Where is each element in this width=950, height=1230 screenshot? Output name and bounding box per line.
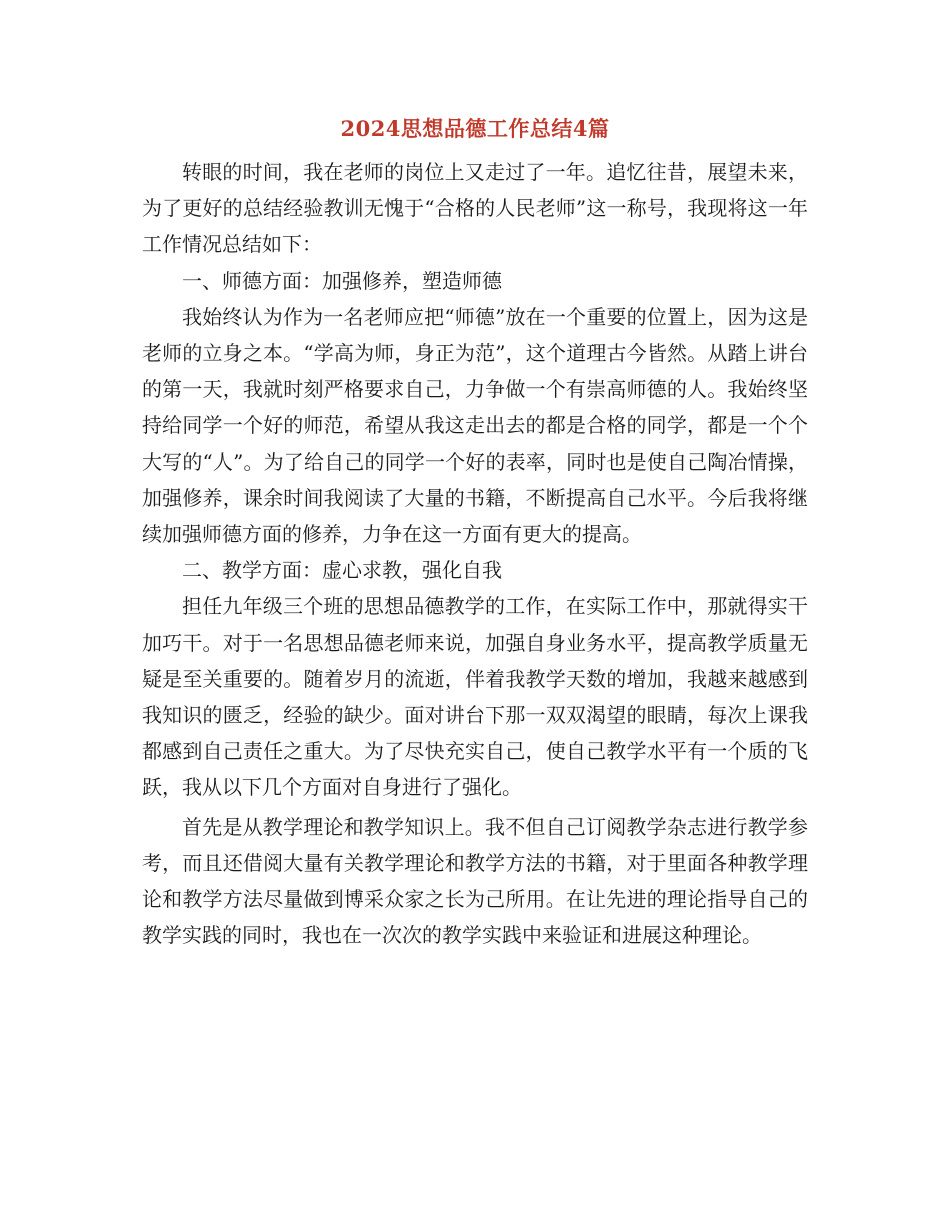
section-heading-ethics: 一、师德方面：加强修养，塑造师德 — [182, 268, 502, 293]
intro-paragraph: 转眼的时间，我在老师的岗位上又走过了一年。追忆往昔，展望未来，为了更好的总结经验教训无愧于“合格的人民老师”这一称号，我现将这一年工作情况总结如下： — [142, 160, 808, 257]
ethics-paragraph: 我始终认为作为一名老师应把“师德”放在一个重要的位置上，因为这是老师的立身之本。“学高为师，身正为范”，这个道理古今皆然。从踏上讲台的第一天，我就时刻严格要求自己，力争做一个有崇高师德的人。我始终坚持给同学一个好的师范，希望从我这走出去的都是合格的同学，都是一个个大写的“人”。为了给自己的同学一个好的表率，同时也是使自己陶冶情操，加强修养，课余时间我阅读了大量的书籍，不断提高自己水平。今后我将继续加强师德方面的修养，力争在这一方面有更大的提高。 — [142, 304, 808, 547]
document-body — [142, 154, 808, 953]
document-title: 2024思想品德工作总结4篇 — [340, 116, 610, 141]
section-heading-teaching: 二、教学方面：虚心求教，强化自我 — [182, 558, 502, 583]
theory-paragraph: 首先是从教学理论和教学知识上。我不但自己订阅教学杂志进行教学参考，而且还借阅大量有关教学理论和教学方法的书籍，对于里面各种教学理论和教学方法尽量做到博采众家之长为己所用。在让先进的理论指导自己的教学实践的同时，我也在一次次的教学实践中来验证和进展这种理论。 — [142, 814, 808, 948]
teaching-paragraph: 担任九年级三个班的思想品德教学的工作，在实际工作中，那就得实干加巧干。对于一名思想品德老师来说，加强自身业务水平，提高教学质量无疑是至关重要的。随着岁月的流逝，伴着我教学天数的增加，我越来越感到我知识的匮乏，经验的缺少。面对讲台下那一双双渴望的眼睛，每次上课我都感到自己责任之重大。为了尽快充实自己，使自己教学水平有一个质的飞跃，我从以下几个方面对自身进行了强化。 — [142, 594, 808, 800]
